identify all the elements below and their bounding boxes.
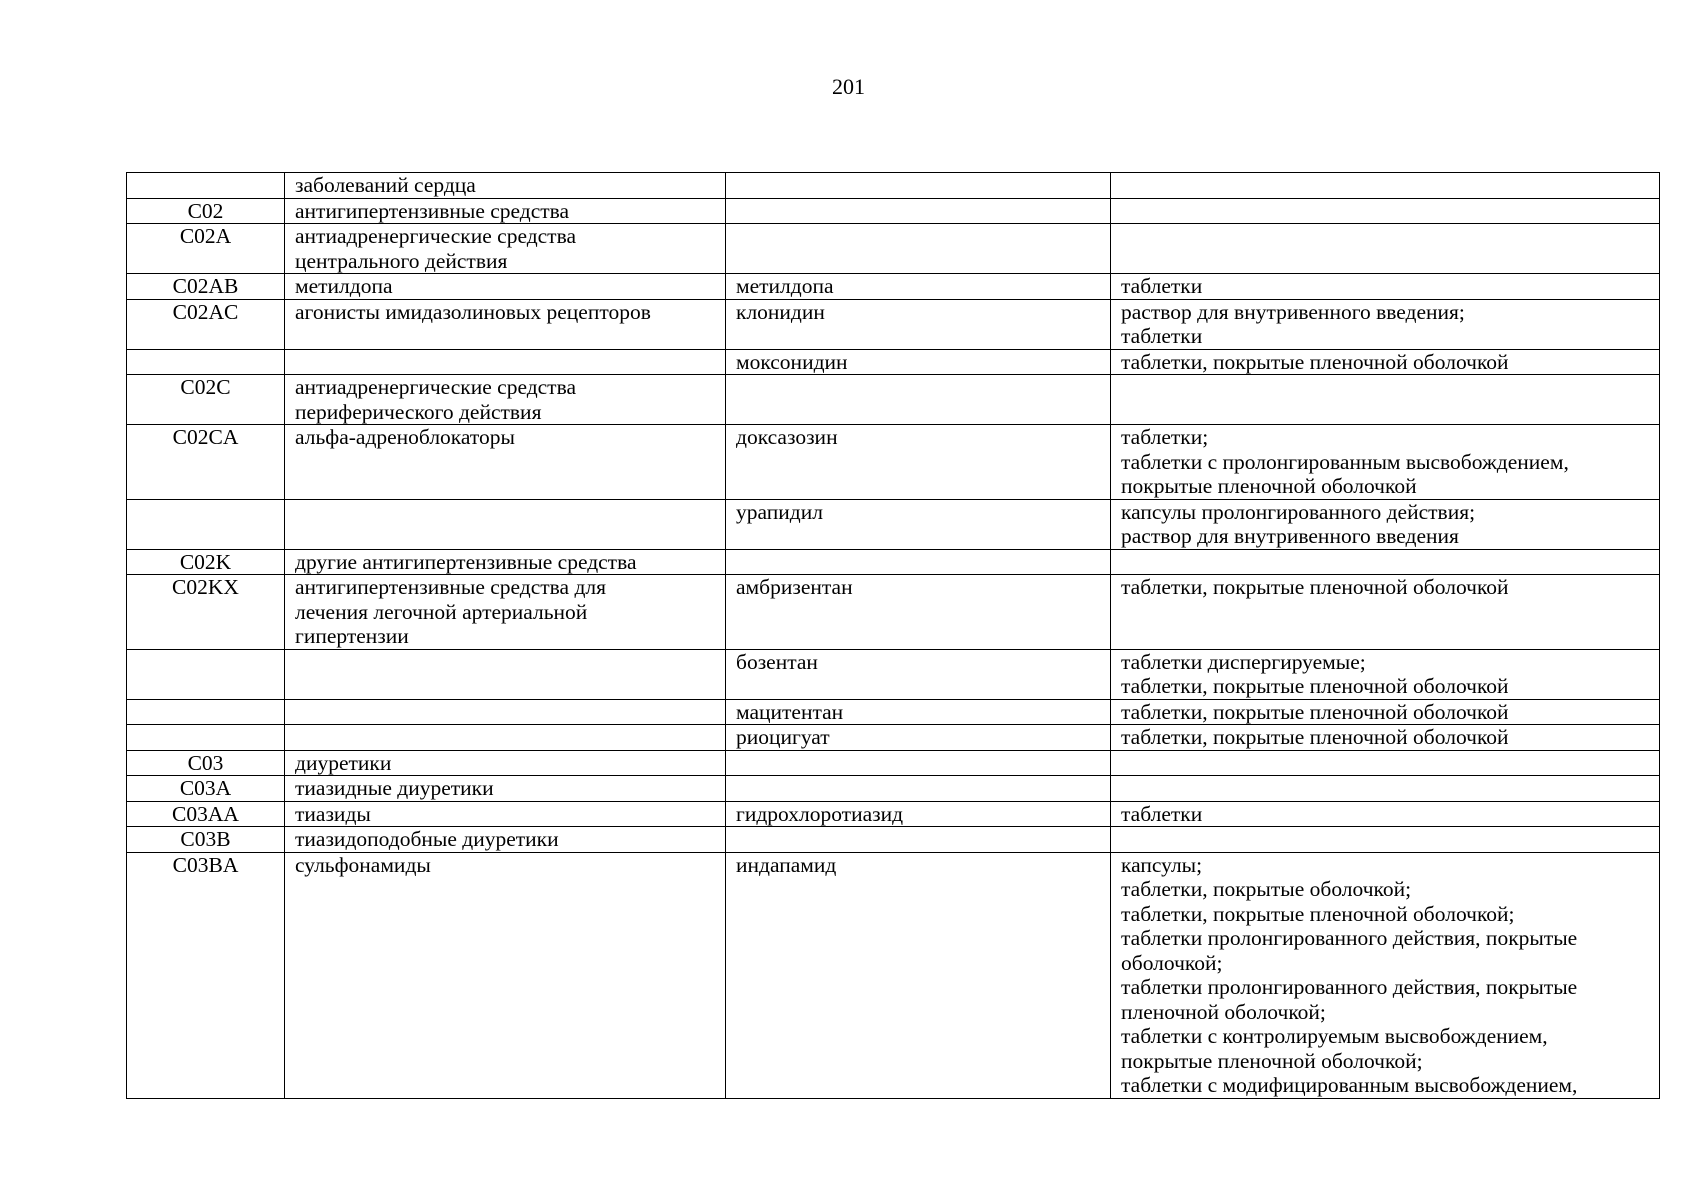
group-name-cell	[285, 827, 726, 853]
drug-name-line: доксазозин	[736, 425, 838, 449]
atc-code-cell	[127, 827, 285, 853]
atc-code-cell	[127, 173, 285, 199]
dosage-form-line: пленочной оболочкой;	[1121, 999, 1326, 1024]
drug-name-line: риоцигуат	[736, 725, 830, 749]
dosage-form-cell	[1111, 699, 1660, 725]
drug-name-cell	[726, 173, 1111, 199]
group-name-line: тиазидные диуретики	[295, 776, 494, 800]
group-name-line: антигипертензивные средства для	[295, 575, 607, 599]
table-row	[127, 349, 1660, 375]
table-row	[127, 274, 1660, 300]
table-row	[127, 852, 1660, 1098]
dosage-form-cell	[1111, 224, 1660, 274]
group-name-cell	[285, 725, 726, 751]
group-name-line: центрального действия	[295, 248, 508, 273]
atc-code-text: C03B	[180, 827, 231, 851]
dosage-form-cell	[1111, 549, 1660, 575]
drug-name-cell	[726, 198, 1111, 224]
dosage-form-line: таблетки пролонгированного действия, покрытые	[1121, 975, 1578, 999]
group-name-line: лечения легочной артериальной	[295, 599, 588, 624]
drug-name-cell	[726, 274, 1111, 300]
atc-code-cell	[127, 699, 285, 725]
drug-name-line: клонидин	[736, 299, 825, 324]
drug-name-cell	[726, 725, 1111, 751]
dosage-form-line: раствор для внутривенного введения;	[1121, 299, 1465, 324]
table-row	[127, 750, 1660, 776]
atc-code-text: C02K	[179, 549, 232, 574]
dosage-form-cell	[1111, 499, 1660, 549]
group-name-cell	[285, 699, 726, 725]
dosage-form-line: таблетки, покрытые пленочной оболочкой	[1121, 349, 1509, 374]
atc-code-text: C03BA	[172, 852, 239, 877]
drug-name-line: метилдопа	[736, 274, 834, 298]
dosage-form-line: таблетки пролонгированного действия, покрытые	[1121, 926, 1578, 950]
drug-name-line: индапамид	[736, 852, 837, 877]
atc-code-cell	[127, 852, 285, 1098]
atc-code-text: C03AA	[172, 801, 239, 826]
atc-code-cell	[127, 801, 285, 827]
group-name-line: сульфонамиды	[295, 852, 431, 877]
page-number: 201	[832, 74, 865, 99]
dosage-form-line: таблетки;	[1121, 425, 1209, 449]
dosage-form-cell	[1111, 852, 1660, 1098]
group-name-cell	[285, 349, 726, 375]
atc-code-cell	[127, 425, 285, 500]
dosage-form-line: таблетки, покрытые пленочной оболочкой	[1121, 575, 1509, 599]
atc-code-text: C02A	[179, 224, 232, 248]
group-name-line: тиазиды	[295, 801, 371, 826]
table-row	[127, 198, 1660, 224]
drug-name-line: гидрохлоротиазид	[736, 801, 904, 826]
drug-name-line: мацитентан	[736, 699, 844, 724]
dosage-form-line: таблетки, покрытые пленочной оболочкой	[1121, 674, 1509, 698]
table-row	[127, 801, 1660, 827]
table-row	[127, 827, 1660, 853]
drug-name-cell	[726, 750, 1111, 776]
group-name-line: периферического действия	[295, 399, 542, 424]
atc-code-text: C02AB	[172, 274, 239, 298]
atc-code-cell	[127, 299, 285, 349]
dosage-form-line: таблетки	[1121, 324, 1203, 348]
group-name-cell	[285, 575, 726, 650]
group-name-cell	[285, 549, 726, 575]
drug-name-line: моксонидин	[736, 349, 848, 374]
dosage-form-line: таблетки диспергируемые;	[1121, 649, 1366, 674]
atc-code-cell	[127, 776, 285, 802]
table-row	[127, 725, 1660, 751]
dosage-form-cell	[1111, 375, 1660, 425]
drug-name-cell	[726, 349, 1111, 375]
dosage-form-line: таблетки	[1121, 801, 1203, 826]
dosage-form-cell	[1111, 173, 1660, 199]
atc-code-cell	[127, 349, 285, 375]
table-row	[127, 299, 1660, 349]
atc-code-cell	[127, 224, 285, 274]
dosage-form-line: таблетки, покрытые пленочной оболочкой	[1121, 699, 1509, 724]
table-row	[127, 776, 1660, 802]
atc-code-cell	[127, 499, 285, 549]
dosage-form-cell	[1111, 198, 1660, 224]
atc-code-text: C02AC	[172, 299, 239, 324]
drug-name-cell	[726, 375, 1111, 425]
group-name-cell	[285, 750, 726, 776]
drug-name-cell	[726, 549, 1111, 575]
dosage-form-cell	[1111, 575, 1660, 650]
atc-code-cell	[127, 725, 285, 751]
table-row	[127, 173, 1660, 199]
table-row	[127, 649, 1660, 699]
atc-code-cell	[127, 750, 285, 776]
group-name-line: заболеваний сердца	[295, 173, 476, 197]
table-row	[127, 425, 1660, 500]
atc-code-text: C03	[187, 750, 224, 775]
dosage-form-line: таблетки, покрытые оболочкой;	[1121, 877, 1412, 901]
atc-code-text: C03A	[179, 776, 232, 800]
drug-name-cell	[726, 649, 1111, 699]
dosage-form-line: капсулы;	[1121, 852, 1203, 877]
drug-name-line: урапидил	[736, 499, 823, 524]
group-name-line: тиазидоподобные диуретики	[295, 827, 559, 851]
dosage-form-cell	[1111, 299, 1660, 349]
dosage-form-cell	[1111, 649, 1660, 699]
group-name-cell	[285, 801, 726, 827]
group-name-cell	[285, 852, 726, 1098]
drug-name-cell	[726, 224, 1111, 274]
dosage-form-line: таблетки, покрытые пленочной оболочкой	[1121, 725, 1509, 749]
group-name-cell	[285, 649, 726, 699]
dosage-form-line: оболочкой;	[1121, 950, 1223, 975]
group-name-cell	[285, 776, 726, 802]
drug-name-cell	[726, 852, 1111, 1098]
drug-name-line: бозентан	[736, 649, 818, 674]
group-name-cell	[285, 274, 726, 300]
atc-code-cell	[127, 274, 285, 300]
atc-code-text: C02KX	[172, 575, 239, 599]
group-name-line: антиадренергические средства	[295, 375, 576, 399]
group-name-line: альфа-адреноблокаторы	[295, 425, 515, 449]
dosage-form-line: таблетки с контролируемым высвобождением,	[1121, 1024, 1548, 1048]
atc-code-text: C02C	[180, 375, 231, 399]
dosage-form-line: капсулы пролонгированного действия;	[1121, 499, 1476, 524]
dosage-form-cell	[1111, 349, 1660, 375]
dosage-form-cell	[1111, 274, 1660, 300]
group-name-line: агонисты имидазолиновых рецепторов	[295, 299, 651, 324]
atc-code-text: C02CA	[172, 425, 239, 449]
group-name-cell	[285, 224, 726, 274]
dosage-form-cell	[1111, 725, 1660, 751]
dosage-form-cell	[1111, 801, 1660, 827]
table-row	[127, 224, 1660, 274]
group-name-line: другие антигипертензивные средства	[295, 549, 637, 574]
dosage-form-line: таблетки, покрытые пленочной оболочкой;	[1121, 901, 1515, 926]
dosage-form-line: таблетки	[1121, 274, 1203, 298]
table-body	[127, 173, 1660, 1099]
group-name-cell	[285, 198, 726, 224]
group-name-cell	[285, 299, 726, 349]
group-name-line: диуретики	[295, 750, 392, 775]
dosage-form-line: таблетки с модифицированным высвобождением,	[1121, 1073, 1578, 1097]
atc-code-cell	[127, 649, 285, 699]
atc-code-cell	[127, 198, 285, 224]
drug-name-line: амбризентан	[736, 575, 853, 599]
table-row	[127, 549, 1660, 575]
drug-name-cell	[726, 827, 1111, 853]
group-name-cell	[285, 499, 726, 549]
dosage-form-cell	[1111, 750, 1660, 776]
group-name-cell	[285, 375, 726, 425]
atc-code-cell	[127, 375, 285, 425]
table-row	[127, 699, 1660, 725]
drug-name-cell	[726, 499, 1111, 549]
atc-code-cell	[127, 549, 285, 575]
drug-name-cell	[726, 299, 1111, 349]
drug-name-cell	[726, 425, 1111, 500]
drug-name-cell	[726, 801, 1111, 827]
group-name-line: гипертензии	[295, 624, 409, 648]
dosage-form-line: покрытые пленочной оболочкой;	[1121, 1048, 1423, 1073]
drug-classification-table	[126, 172, 1660, 1099]
dosage-form-line: раствор для внутривенного введения	[1121, 524, 1459, 548]
group-name-line: антигипертензивные средства	[295, 198, 570, 223]
atc-code-text: C02	[187, 198, 224, 223]
table-row	[127, 375, 1660, 425]
drug-name-cell	[726, 776, 1111, 802]
table-row	[127, 575, 1660, 650]
dosage-form-cell	[1111, 776, 1660, 802]
table-row	[127, 499, 1660, 549]
group-name-cell	[285, 173, 726, 199]
atc-code-cell	[127, 575, 285, 650]
dosage-form-line: таблетки с пролонгированным высвобождением,	[1121, 449, 1569, 474]
dosage-form-cell	[1111, 827, 1660, 853]
group-name-line: метилдопа	[295, 274, 393, 298]
group-name-line: антиадренергические средства	[295, 224, 576, 248]
drug-name-cell	[726, 575, 1111, 650]
drug-name-cell	[726, 699, 1111, 725]
group-name-cell	[285, 425, 726, 500]
dosage-form-line: покрытые пленочной оболочкой	[1121, 474, 1417, 498]
dosage-form-cell	[1111, 425, 1660, 500]
